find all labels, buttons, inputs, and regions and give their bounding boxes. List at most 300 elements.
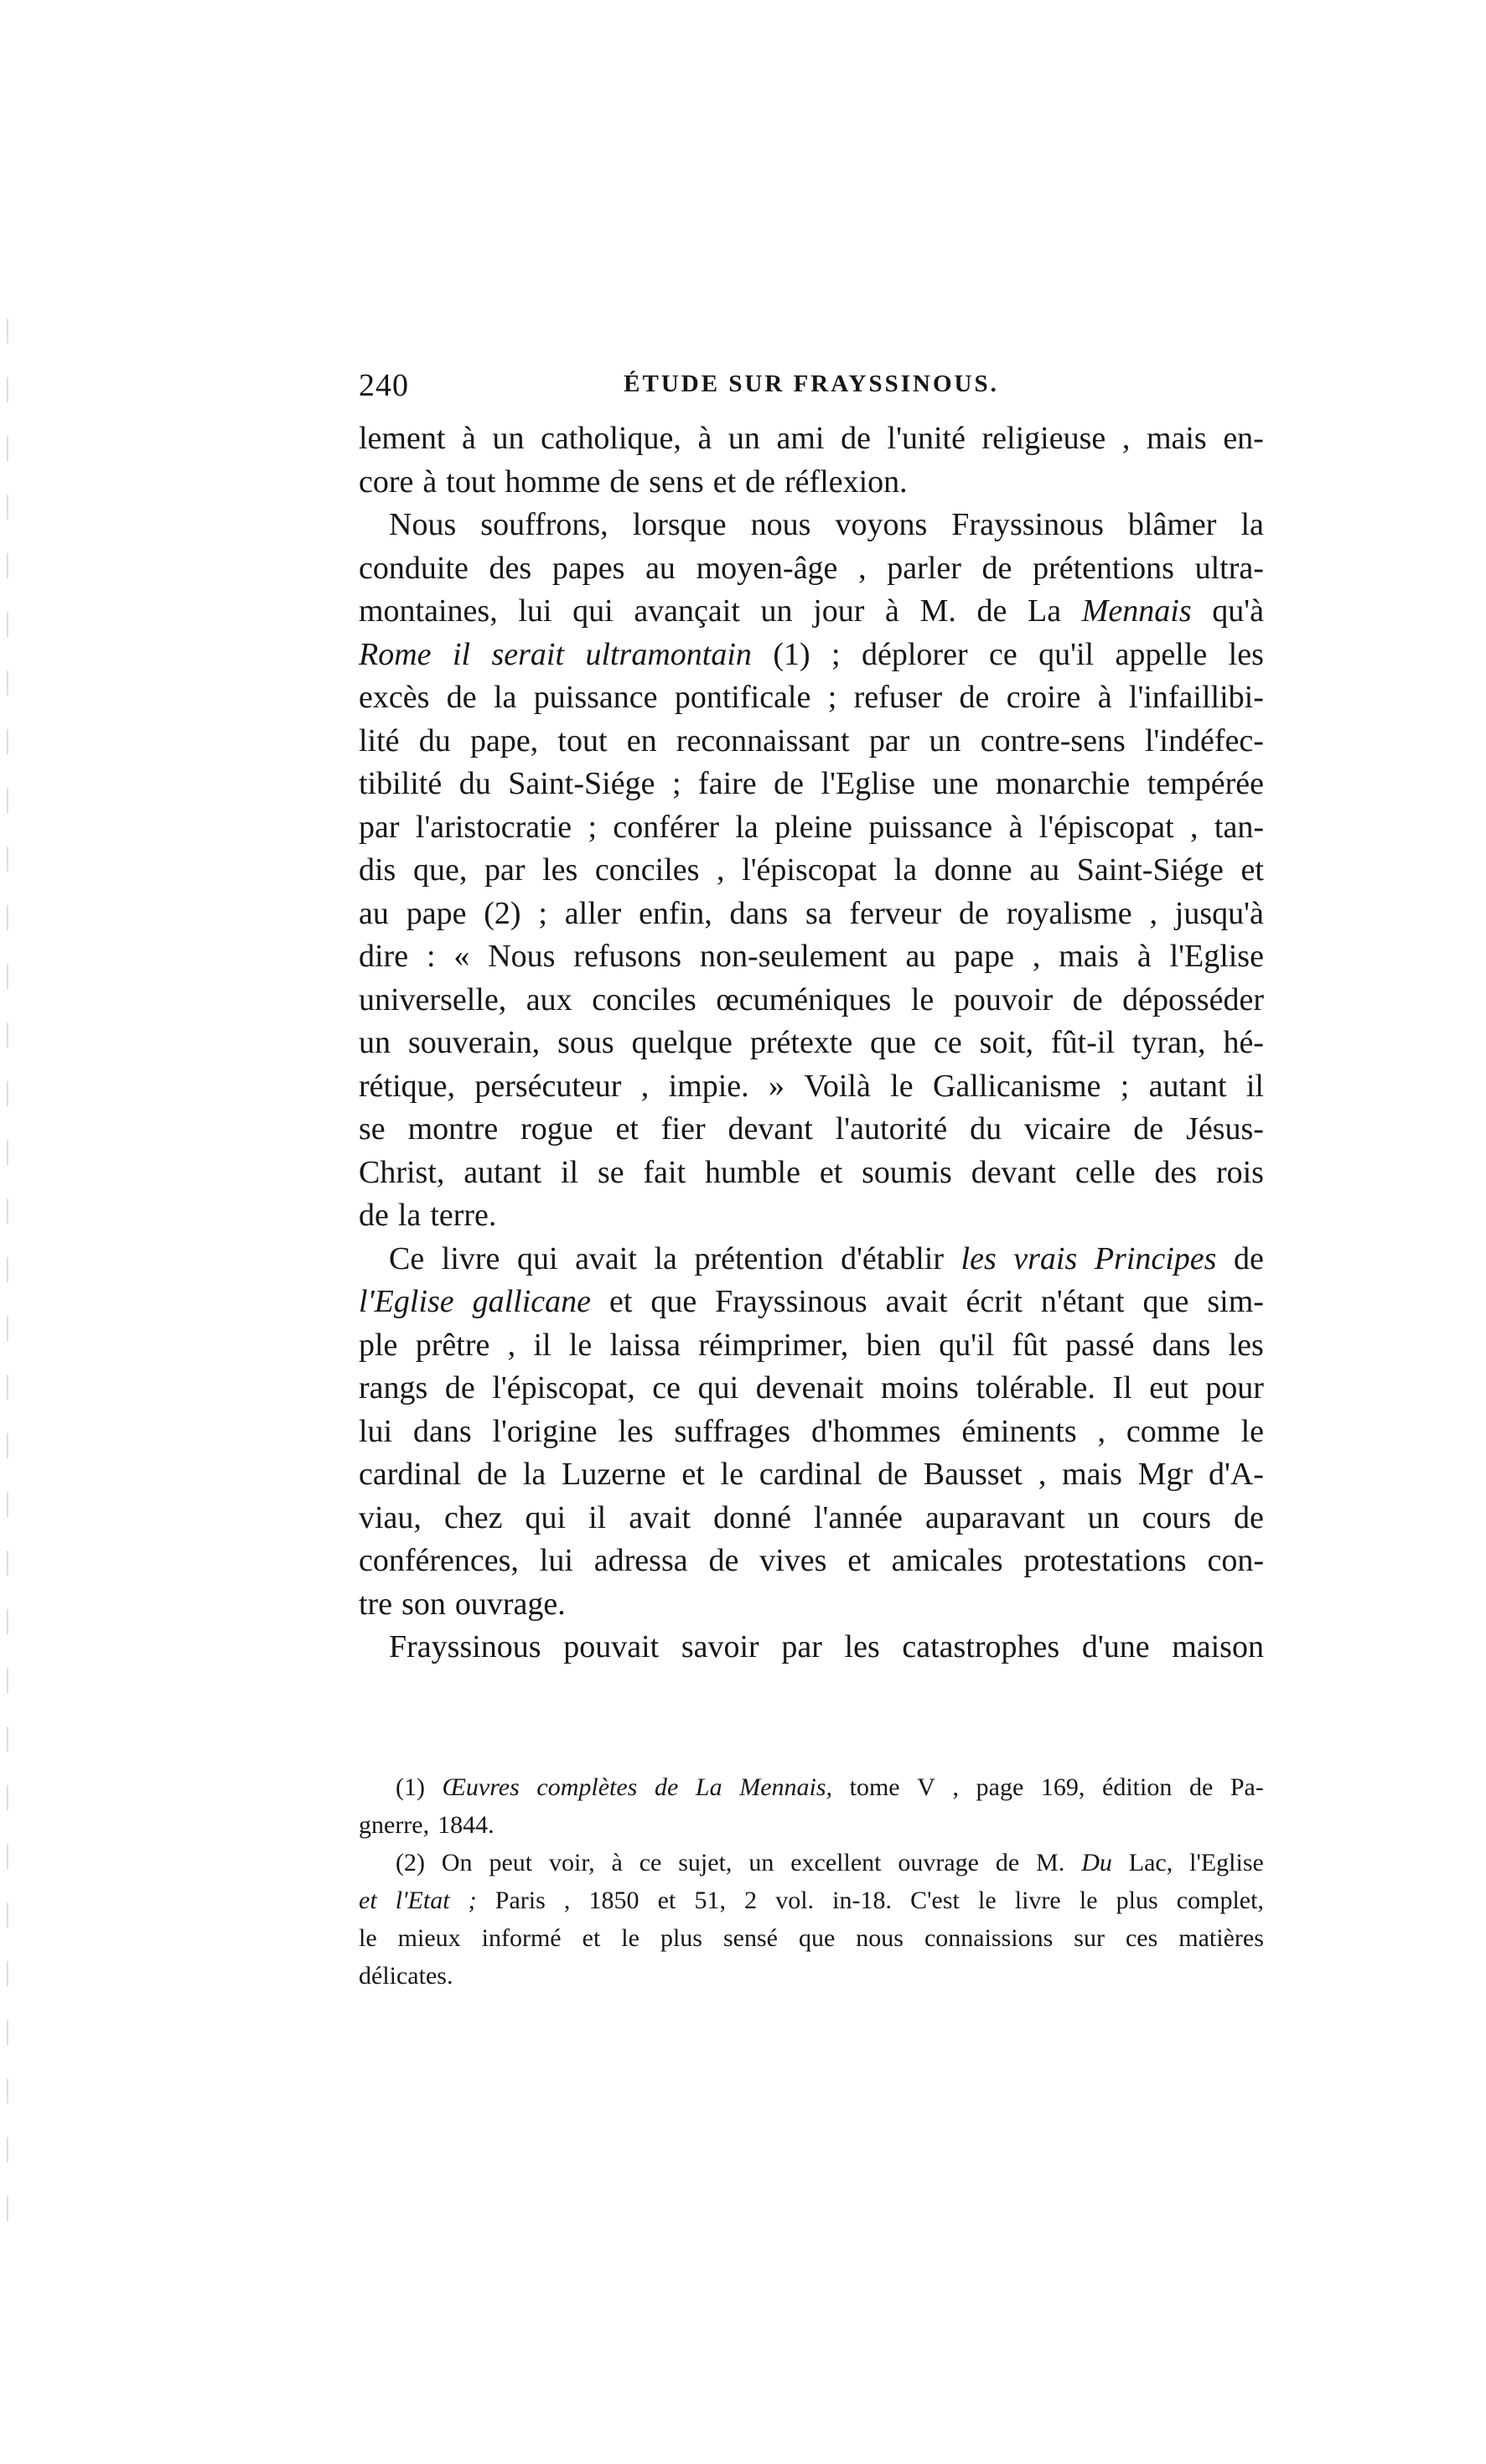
word: de [959, 680, 990, 715]
word: il [560, 1154, 579, 1190]
word: d'hommes [810, 1413, 941, 1449]
word: moins [880, 1370, 959, 1405]
word: suffrages [674, 1413, 791, 1449]
word: nous [856, 1924, 904, 1952]
word: Gallicanisme [932, 1068, 1101, 1104]
word: l'Eglise [1169, 939, 1264, 974]
word: au [905, 939, 936, 974]
text-line [359, 1065, 1264, 1109]
word: l'épiscopat [1038, 809, 1174, 845]
word: avait [885, 1284, 948, 1319]
word: Luzerne [562, 1457, 666, 1492]
text-line [359, 1324, 1264, 1368]
word: et [608, 1284, 633, 1319]
word: réimprimer, [698, 1327, 849, 1363]
word: terre. [430, 1198, 497, 1233]
word: la [493, 680, 517, 715]
word: à [885, 593, 899, 629]
word: peut [489, 1849, 533, 1876]
text-line [359, 1108, 1264, 1152]
word: prêtre [415, 1327, 490, 1363]
word: tout [557, 722, 608, 758]
word: dans [412, 1413, 472, 1449]
word: de [708, 1543, 739, 1578]
word: lorsque [632, 507, 727, 542]
word: vrais [1013, 1240, 1078, 1276]
scan-edge-mark [7, 318, 8, 2246]
word: M. [919, 593, 956, 629]
word: enfin, [639, 895, 712, 931]
word: catholique, [541, 421, 681, 456]
word: au [359, 895, 389, 931]
word: informé [481, 1924, 562, 1952]
footnote-line [359, 1919, 1264, 1957]
word: avait [575, 1240, 637, 1276]
word: il [533, 1327, 551, 1363]
word: ; [831, 636, 841, 672]
word: Nous [389, 507, 457, 542]
word: ce [639, 1849, 662, 1876]
word: en [626, 722, 657, 758]
word: appelle [1115, 636, 1208, 672]
word: pour [1205, 1370, 1264, 1405]
word: hé- [1223, 1025, 1264, 1060]
word: fait [643, 1154, 686, 1190]
word: l'aristocratie [415, 809, 572, 845]
word: , [858, 550, 867, 586]
word: religieuse [981, 421, 1106, 456]
word: déposséder [1122, 981, 1264, 1017]
word: à [697, 421, 712, 456]
word: con- [1207, 1543, 1264, 1578]
word: 169, [1040, 1773, 1085, 1801]
text-line [359, 806, 1264, 850]
word: » [769, 1068, 784, 1104]
word: de [1072, 981, 1103, 1017]
word: tome [849, 1773, 900, 1801]
word: de [878, 1457, 908, 1492]
word: ouvrage [898, 1849, 979, 1876]
word: tre [359, 1586, 393, 1622]
word: catastrophes [902, 1629, 1060, 1664]
word: de [976, 593, 1007, 629]
word: ce [652, 1370, 681, 1405]
word: in-18. [832, 1887, 892, 1914]
word: monarchie [995, 766, 1131, 801]
word: un [748, 1849, 774, 1876]
word: donne [934, 852, 1012, 888]
word: royalisme [1006, 895, 1132, 931]
word: soit, [979, 1025, 1034, 1060]
word: et [582, 1924, 601, 1952]
text-line [359, 461, 1264, 505]
word: qu'il [939, 1327, 995, 1363]
word: , [1032, 939, 1041, 974]
word: se [359, 1111, 386, 1147]
word: bien [866, 1327, 921, 1363]
word: tyran, [1131, 1025, 1206, 1060]
word: plus [1116, 1887, 1158, 1914]
text-line [359, 1411, 1264, 1454]
word: sujet, [678, 1849, 733, 1876]
word: ultra- [1194, 550, 1264, 586]
word: V [917, 1773, 935, 1801]
word: il [452, 636, 471, 672]
word: Frayssinous [715, 1284, 867, 1319]
word: moyen-âge [696, 550, 838, 586]
word: 2 [744, 1887, 758, 1914]
word: voyons [835, 507, 928, 542]
word: mieux [397, 1924, 461, 1952]
word: l'infaillibi- [1128, 680, 1264, 715]
word: aller [564, 895, 622, 931]
word: croire [1006, 680, 1081, 715]
word: un [929, 722, 961, 758]
word: lui [359, 1413, 393, 1449]
word: rangs [359, 1370, 428, 1405]
word: tempérée [1147, 766, 1264, 801]
footnotes [359, 1768, 1264, 1995]
word: prétentions [1033, 550, 1174, 586]
word: l'autorité [835, 1111, 948, 1147]
word: mais [1146, 421, 1207, 456]
word: sa [805, 895, 832, 931]
text-line [359, 935, 1264, 979]
word: , [1190, 809, 1199, 845]
word: la [893, 852, 918, 888]
word: viau, [359, 1499, 422, 1535]
word: gnerre, [359, 1811, 430, 1839]
word: Pa- [1230, 1773, 1264, 1801]
word: Ce [389, 1240, 425, 1276]
word: réflexion. [784, 463, 908, 500]
word: , [1038, 1457, 1047, 1492]
word: homme [505, 463, 601, 500]
word: que [1142, 1284, 1189, 1319]
word: conciles [592, 981, 696, 1017]
footnote-line [359, 1882, 1264, 1919]
word: délicates. [359, 1962, 453, 1990]
word: se [597, 1154, 624, 1190]
word: pleine [774, 809, 853, 845]
footnote-line [359, 1768, 1264, 1806]
word: du [418, 722, 451, 758]
word: La [695, 1773, 722, 1801]
word: jusqu'à [1174, 895, 1264, 931]
word: au [1029, 852, 1060, 888]
word: plus [660, 1924, 702, 1952]
word: excellent [790, 1849, 882, 1876]
word: ; [468, 1887, 477, 1914]
word: cardinal [359, 1457, 462, 1492]
word: édition [1102, 1773, 1173, 1801]
word: Paris [494, 1887, 546, 1914]
text-line [359, 547, 1264, 591]
word: Saint-Siége [508, 766, 655, 801]
word: protestations [1023, 1543, 1187, 1578]
word: et [657, 1887, 676, 1914]
word: dis [359, 852, 396, 888]
word: l'épiscopat [742, 852, 878, 888]
word: contre-sens [980, 722, 1126, 758]
word: (1) [396, 1773, 425, 1801]
page-header [359, 367, 1264, 409]
word: connaissions [924, 1924, 1054, 1952]
word: sim- [1207, 1284, 1264, 1319]
word: il [1245, 1068, 1264, 1104]
word: dans [729, 895, 789, 931]
text-line [359, 417, 1264, 461]
word: conduite [359, 550, 469, 586]
word: de [477, 1457, 508, 1492]
word: un [492, 421, 525, 456]
word: Mennais, [739, 1773, 833, 1801]
word: que [650, 1284, 697, 1319]
word: et [681, 1457, 705, 1492]
word: pouvait [563, 1629, 660, 1664]
word: de [981, 550, 1012, 586]
word: Jésus- [1186, 1111, 1264, 1147]
word: de [995, 1849, 1020, 1876]
word: Frayssinous [389, 1629, 541, 1664]
word: conférences, [359, 1543, 519, 1578]
word: son [401, 1586, 446, 1622]
word: Principes [1094, 1240, 1217, 1276]
main-text [359, 417, 1264, 1669]
word: l'indéfec- [1145, 722, 1264, 758]
word: pontificale [674, 680, 811, 715]
word: par [484, 852, 526, 888]
word: vives [759, 1543, 827, 1578]
word: par [781, 1629, 822, 1664]
word: les [1228, 1327, 1264, 1363]
word: rétique, [359, 1068, 456, 1104]
word: un [727, 421, 760, 456]
word: avançait [634, 593, 740, 629]
word: qui [697, 1370, 739, 1405]
word: les [960, 1240, 997, 1276]
word: la [1240, 507, 1264, 542]
word: et [615, 1111, 639, 1147]
word: ferveur [849, 895, 942, 931]
word: (2) [484, 895, 521, 931]
word: tolérable. [976, 1370, 1095, 1405]
word: tibilité [359, 766, 443, 801]
footnote-line [359, 1844, 1264, 1882]
word: (2) [396, 1849, 425, 1876]
word: livre [441, 1240, 500, 1276]
word: La [1028, 593, 1062, 629]
word: tout [446, 463, 496, 500]
word: lité [359, 722, 400, 758]
word: à [611, 1849, 623, 1876]
word: Frayssinous [951, 507, 1104, 542]
text-line [359, 893, 1264, 936]
word: il [588, 1499, 607, 1535]
word: les [844, 1629, 880, 1664]
word: aux [526, 981, 572, 1017]
word: la [397, 1198, 422, 1233]
word: éminents [961, 1413, 1077, 1449]
word: Lac, [1128, 1849, 1173, 1876]
word: l'Eglise [1189, 1849, 1264, 1876]
word: celle [1074, 1154, 1136, 1190]
word: fût-il [1051, 1025, 1115, 1060]
word: 51, [694, 1887, 726, 1914]
word: du [970, 1111, 1002, 1147]
word: page [976, 1773, 1024, 1801]
word: nous [750, 507, 811, 542]
word: le [568, 1327, 593, 1363]
word: sensé [722, 1924, 778, 1952]
text-line [359, 1152, 1264, 1195]
word: , [1121, 421, 1131, 456]
word: On [441, 1849, 473, 1876]
word: : [426, 939, 436, 974]
text-line [359, 590, 1264, 634]
word: autant [463, 1154, 542, 1190]
word: des [1154, 1154, 1198, 1190]
word: ; [538, 895, 547, 931]
word: la [522, 1457, 546, 1492]
word: Rome [359, 636, 432, 672]
word: œcuméniques [716, 981, 892, 1017]
word: les [1228, 636, 1264, 672]
word: l'épiscopat, [492, 1370, 635, 1405]
word: et [819, 1154, 843, 1190]
word: l'Etat [395, 1887, 450, 1914]
word: livre [1014, 1887, 1061, 1914]
word: sur [1074, 1924, 1105, 1952]
word: rogue [520, 1111, 593, 1147]
word: de [446, 680, 477, 715]
page-number: 240 [359, 368, 409, 403]
word: écrit [966, 1284, 1023, 1319]
footnote-line [359, 1806, 1264, 1844]
word: tan- [1214, 809, 1264, 845]
text-line [359, 1540, 1264, 1583]
word: passé [1065, 1327, 1135, 1363]
footnote-line [359, 1957, 1264, 1995]
word: vol. [775, 1887, 815, 1914]
word: que, [412, 852, 468, 888]
word: parler [887, 550, 961, 586]
word: conférer [613, 809, 719, 845]
word: Mennais [1081, 593, 1192, 629]
text-line [359, 1367, 1264, 1411]
word: qui [516, 1240, 558, 1276]
word: le [720, 1457, 744, 1492]
word: persécuteur [474, 1068, 622, 1104]
word: montre [407, 1111, 499, 1147]
word: ; [1120, 1068, 1130, 1104]
word: cardinal [759, 1457, 862, 1492]
word: , [952, 1773, 960, 1801]
word: , [1149, 895, 1157, 931]
word: sens [649, 463, 704, 500]
word: refusons [573, 939, 682, 974]
text-line [359, 1238, 1264, 1281]
word: , [640, 1068, 650, 1104]
word: core [359, 463, 414, 500]
word: l'année [813, 1499, 903, 1535]
word: Voilà [804, 1068, 871, 1104]
word: sous [557, 1025, 614, 1060]
word: pouvoir [953, 981, 1054, 1017]
word: ple [359, 1327, 398, 1363]
word: soumis [862, 1154, 952, 1190]
word: ouvrage. [454, 1586, 566, 1622]
text-line [359, 504, 1264, 547]
word: du [458, 766, 491, 801]
word: papes [551, 550, 625, 586]
text-line [359, 763, 1264, 806]
word: de [1133, 1111, 1164, 1147]
word: à [1097, 680, 1112, 715]
word: l'Eglise [359, 1284, 454, 1319]
word: prétention [694, 1240, 824, 1276]
word: serait [491, 636, 565, 672]
word: une [932, 766, 979, 801]
word: Œuvres [442, 1773, 520, 1801]
word: n'étant [1040, 1284, 1125, 1319]
word: des [489, 550, 532, 586]
word: devant [971, 1154, 1056, 1190]
word: ; [671, 766, 681, 801]
word: Il [1112, 1370, 1132, 1405]
word: un [1087, 1499, 1120, 1535]
word: et [847, 1543, 871, 1578]
text-line [359, 676, 1264, 720]
word: le [910, 981, 935, 1017]
word: amicales [891, 1543, 1003, 1578]
word: le [359, 1924, 377, 1952]
word: de [444, 1370, 475, 1405]
text-line [359, 1497, 1264, 1540]
word: à [422, 463, 438, 500]
word: d'une [1081, 1629, 1150, 1664]
text-line [359, 849, 1264, 893]
word: quelque [631, 1025, 733, 1060]
word: Du [1081, 1849, 1112, 1876]
word: blâmer [1127, 507, 1217, 542]
word: qui [572, 593, 614, 629]
text-line [359, 979, 1264, 1022]
word: le [890, 1068, 914, 1104]
word: pape [954, 939, 1014, 974]
word: fût [1012, 1327, 1048, 1363]
word: le [1079, 1887, 1098, 1914]
word: Saint-Siége [1076, 852, 1224, 888]
word: l'Eglise [821, 766, 915, 801]
word: un [760, 593, 793, 629]
word: pape, [469, 722, 539, 758]
text-line [359, 1583, 1264, 1627]
word: matières [1178, 1924, 1264, 1952]
word: lui [518, 593, 552, 629]
word: conciles [594, 852, 700, 888]
word: le [621, 1924, 639, 1952]
word: que [798, 1924, 836, 1952]
word: comme [1126, 1413, 1220, 1449]
word: cours [1142, 1499, 1211, 1535]
word: l'unité [887, 421, 966, 456]
word: fier [660, 1111, 706, 1147]
word: d'A- [1208, 1457, 1264, 1492]
word: savoir [681, 1629, 759, 1664]
word: et [359, 1887, 377, 1914]
word: de [959, 895, 989, 931]
